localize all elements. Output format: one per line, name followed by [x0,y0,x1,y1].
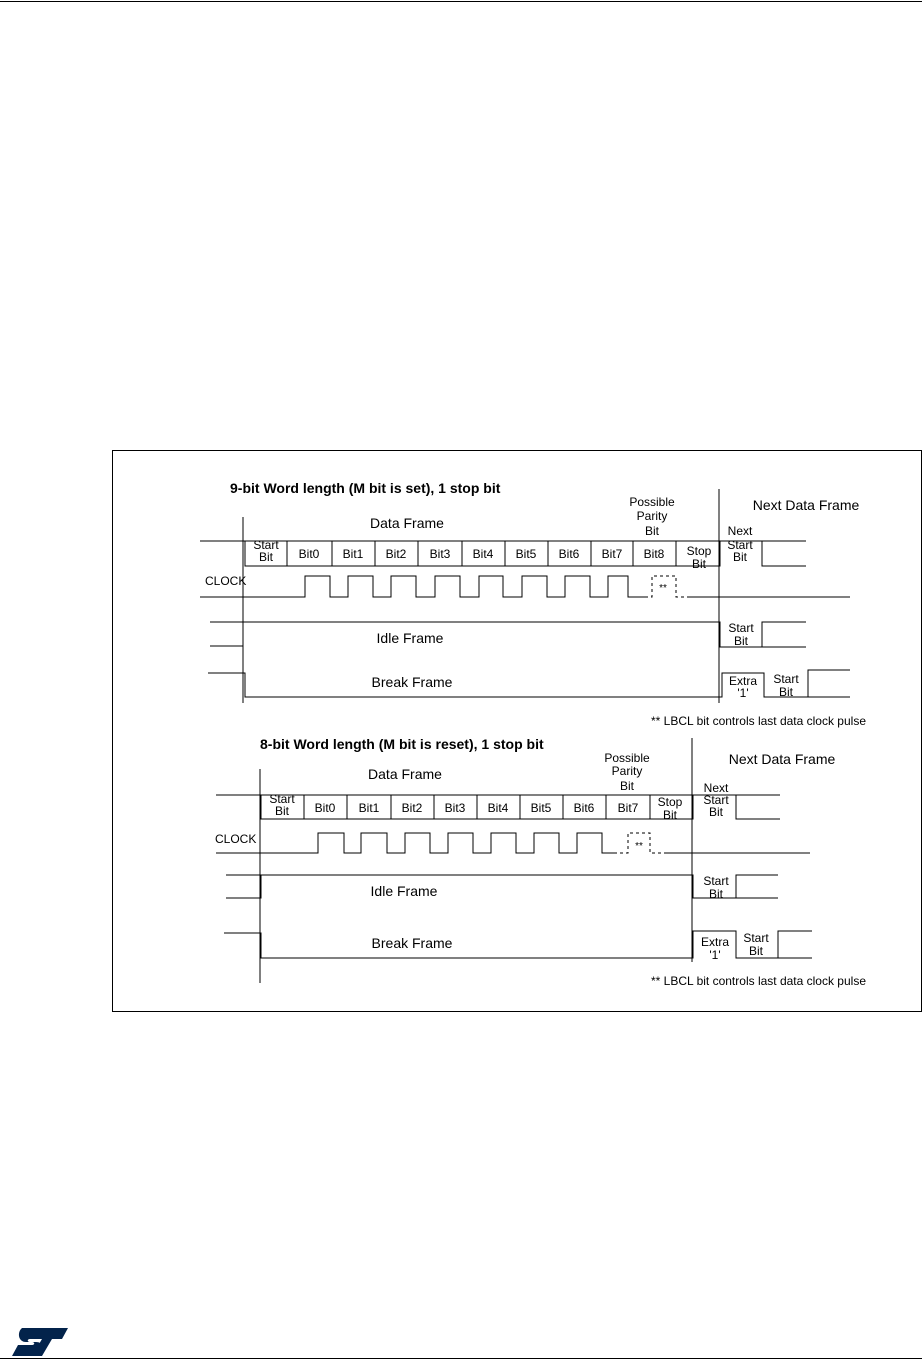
extra-one-label-8bit [701,935,729,962]
svg-text:Start: Start [269,792,295,806]
figure-border [113,451,922,1012]
svg-text:Bit2: Bit2 [401,801,423,815]
svg-text:Start: Start [703,793,729,807]
svg-text:Possible: Possible [629,495,675,509]
svg-text:Bit0: Bit0 [298,547,320,561]
clock-label-9bit: CLOCK [205,574,247,588]
svg-text:Stop: Stop [657,795,683,809]
break-start-bit-label-8bit [743,931,769,958]
svg-text:Bit6: Bit6 [573,801,595,815]
svg-text:Bit: Bit [619,779,635,793]
svg-text:Start: Start [743,931,769,945]
st-logo-mark [12,1328,68,1356]
svg-text:Extra: Extra [728,674,758,688]
idle-line-8bit [226,875,261,898]
data-line-9bit [200,541,806,566]
stop-bit-label-9bit [687,544,712,571]
svg-text:Bit1: Bit1 [342,547,364,561]
svg-text:Bit: Bit [748,944,764,958]
next-start-bit-label-8bit [703,781,729,819]
data-frame-label-8bit: Data Frame [368,766,442,782]
title-9bit: 9-bit Word length (M bit is set), 1 stop bit [230,480,501,496]
svg-text:Bit1: Bit1 [358,801,380,815]
break-start-bit-label-9bit [773,672,799,699]
svg-text:Bit: Bit [732,550,748,564]
svg-text:Bit2: Bit2 [385,547,407,561]
svg-text:Bit: Bit [708,887,724,901]
diagram-8bit [215,736,866,988]
last-clock-pulse-8bit [602,833,665,853]
extra-one-label-9bit [729,674,757,700]
possible-parity-label-8bit [604,751,650,793]
last-clock-pulse-9bit [645,576,690,597]
clock-mark-8bit: ** [635,841,643,852]
st-logo [10,1326,70,1358]
svg-text:Bit5: Bit5 [530,801,552,815]
svg-text:Start: Start [703,874,729,888]
svg-text:'1': '1' [709,948,721,962]
svg-text:Start: Start [727,538,753,552]
svg-text:Bit: Bit [778,685,794,699]
clock-waveform-9bit [200,576,645,597]
clock-label-8bit: CLOCK [215,832,257,846]
svg-text:Next: Next [703,781,729,795]
svg-text:Parity: Parity [611,764,643,778]
svg-text:Next: Next [727,524,753,538]
diagram-9bit [200,480,866,728]
footnote-9bit: ** LBCL bit controls last data clock pulse [651,714,866,728]
svg-text:Possible: Possible [604,751,650,765]
svg-text:Stop: Stop [686,544,712,558]
svg-text:Start: Start [728,621,754,635]
svg-text:Bit7: Bit7 [617,801,639,815]
svg-text:Bit3: Bit3 [429,547,451,561]
svg-text:Bit4: Bit4 [472,547,494,561]
idle-start-bit-label-9bit [728,621,754,648]
title-8bit: 8-bit Word length (M bit is reset), 1 stop bit [260,736,544,752]
svg-text:Bit4: Bit4 [487,801,509,815]
svg-text:Bit: Bit [644,524,660,538]
svg-text:Bit: Bit [708,805,724,819]
start-bit-label-8bit [269,792,295,818]
svg-text:Bit7: Bit7 [601,547,623,561]
svg-text:Bit0: Bit0 [314,801,336,815]
svg-text:Bit: Bit [733,634,749,648]
start-bit-label-9bit [253,538,279,564]
data-frame-label-9bit: Data Frame [370,515,444,531]
svg-text:Bit3: Bit3 [444,801,466,815]
svg-text:Parity: Parity [636,509,668,523]
svg-text:'1': '1' [737,686,749,700]
bit-dividers-8bit [304,795,650,819]
svg-text:Bit: Bit [662,808,678,822]
footnote-8bit: ** LBCL bit controls last data clock pulse [651,974,866,988]
next-data-frame-label-8bit: Next Data Frame [728,751,836,767]
svg-text:Bit: Bit [258,550,274,564]
break-frame-label-8bit: Break Frame [371,935,453,951]
svg-text:Bit5: Bit5 [515,547,537,561]
idle-start-bit-label-8bit [703,874,729,901]
svg-text:Bit6: Bit6 [558,547,580,561]
idle-frame-label-8bit: Idle Frame [370,883,438,899]
svg-text:Extra: Extra [700,935,730,949]
svg-text:Bit8: Bit8 [643,547,665,561]
svg-text:Start: Start [253,538,279,552]
possible-parity-label-9bit [629,495,675,538]
idle-line-9bit [210,622,243,646]
bit-labels-9bit [299,547,665,561]
idle-frame-label-9bit: Idle Frame [376,630,444,646]
break-frame-label-9bit: Break Frame [371,674,453,690]
clock-mark-9bit: ** [659,583,667,594]
stop-bit-label-8bit [658,795,683,822]
svg-text:Bit: Bit [691,557,707,571]
svg-text:Bit: Bit [274,804,290,818]
next-start-bit-label-9bit [727,524,753,564]
clock-waveform-8bit [216,833,616,853]
svg-text:Start: Start [773,672,799,686]
next-data-frame-label-9bit: Next Data Frame [752,497,860,513]
